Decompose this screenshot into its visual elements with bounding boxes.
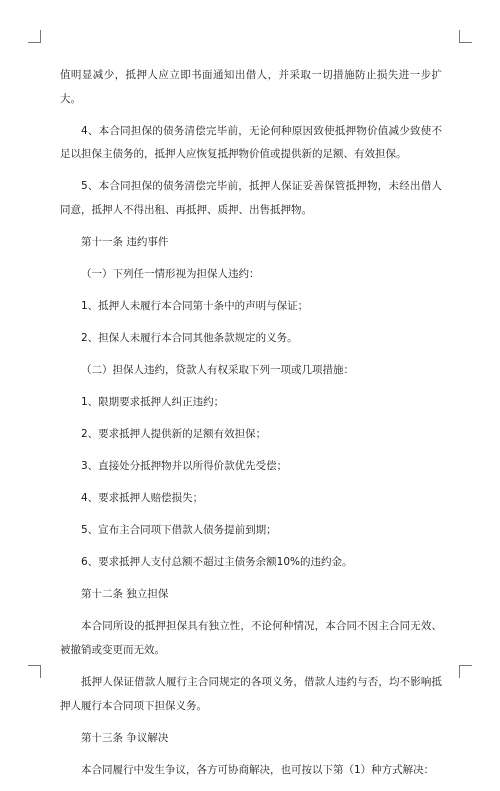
- list-item: 3、直接处分抵押物并以所得价款优先受偿；: [81, 460, 288, 473]
- list-item: 2、要求抵押人提供新的足额有效担保；: [81, 428, 267, 441]
- paragraph: 本合同履行中发生争议，各方可协商解决，也可按以下第（1）种方式解决：: [81, 763, 435, 776]
- section-heading-11: 第十一条 违约事件: [81, 236, 169, 249]
- subsection-1-heading: （一）下列任一情形视为担保人违约：: [81, 268, 260, 281]
- crop-mark-bottom-right: [459, 665, 472, 678]
- subsection-2-heading: （二）担保人违约，贷款人有权采取下列一项或几项措施：: [81, 364, 354, 377]
- paragraph-continuation: 值明显减少，抵押人应立即书面通知出借人，并采取一切措施防止损失进一步扩大。: [60, 69, 442, 105]
- list-item: 1、抵押人未履行本合同第十条中的声明与保证；: [81, 300, 309, 313]
- crop-mark-top-left: [28, 30, 41, 43]
- paragraph: 本合同所设的抵押担保具有独立性，不论何种情况，本合同不因主合同无效、被撤销或变更而无效。: [60, 620, 442, 656]
- crop-mark-bottom-left: [28, 665, 41, 678]
- list-item: 4、要求抵押人赔偿损失；: [81, 492, 204, 505]
- list-item: 1、限期要求抵押人纠正违约；: [81, 396, 225, 409]
- paragraph: 抵押人保证借款人履行主合同规定的各项义务，借款人违约与否，均不影响抵押人履行本合同项下担保义务。: [60, 675, 442, 712]
- list-item: 2、担保人未履行本合同其他条款规定的义务。: [81, 332, 298, 345]
- section-heading-12: 第十二条 独立担保: [81, 588, 169, 601]
- paragraph-item-5: 5、本合同担保的债务清偿完毕前，抵押人保证妥善保管抵押物，未经出借人同意，抵押人不得出租、再抵押、质押、出售抵押物。: [60, 180, 442, 217]
- crop-mark-top-right: [459, 30, 472, 43]
- paragraph-item-4: 4、本合同担保的债务清偿完毕前，无论何种原因致使抵押物价值减少致使不足以担保主债务的，抵押人应恢复抵押物价值或提供新的足额、有效担保。: [60, 124, 442, 161]
- list-item: 6、要求抵押人支付总额不超过主债务余额10%的违约金。: [81, 556, 353, 569]
- list-item: 5、宣布主合同项下借款人债务提前到期；: [81, 524, 277, 537]
- section-heading-13: 第十三条 争议解决: [81, 731, 169, 744]
- document-body: [60, 64, 442, 791]
